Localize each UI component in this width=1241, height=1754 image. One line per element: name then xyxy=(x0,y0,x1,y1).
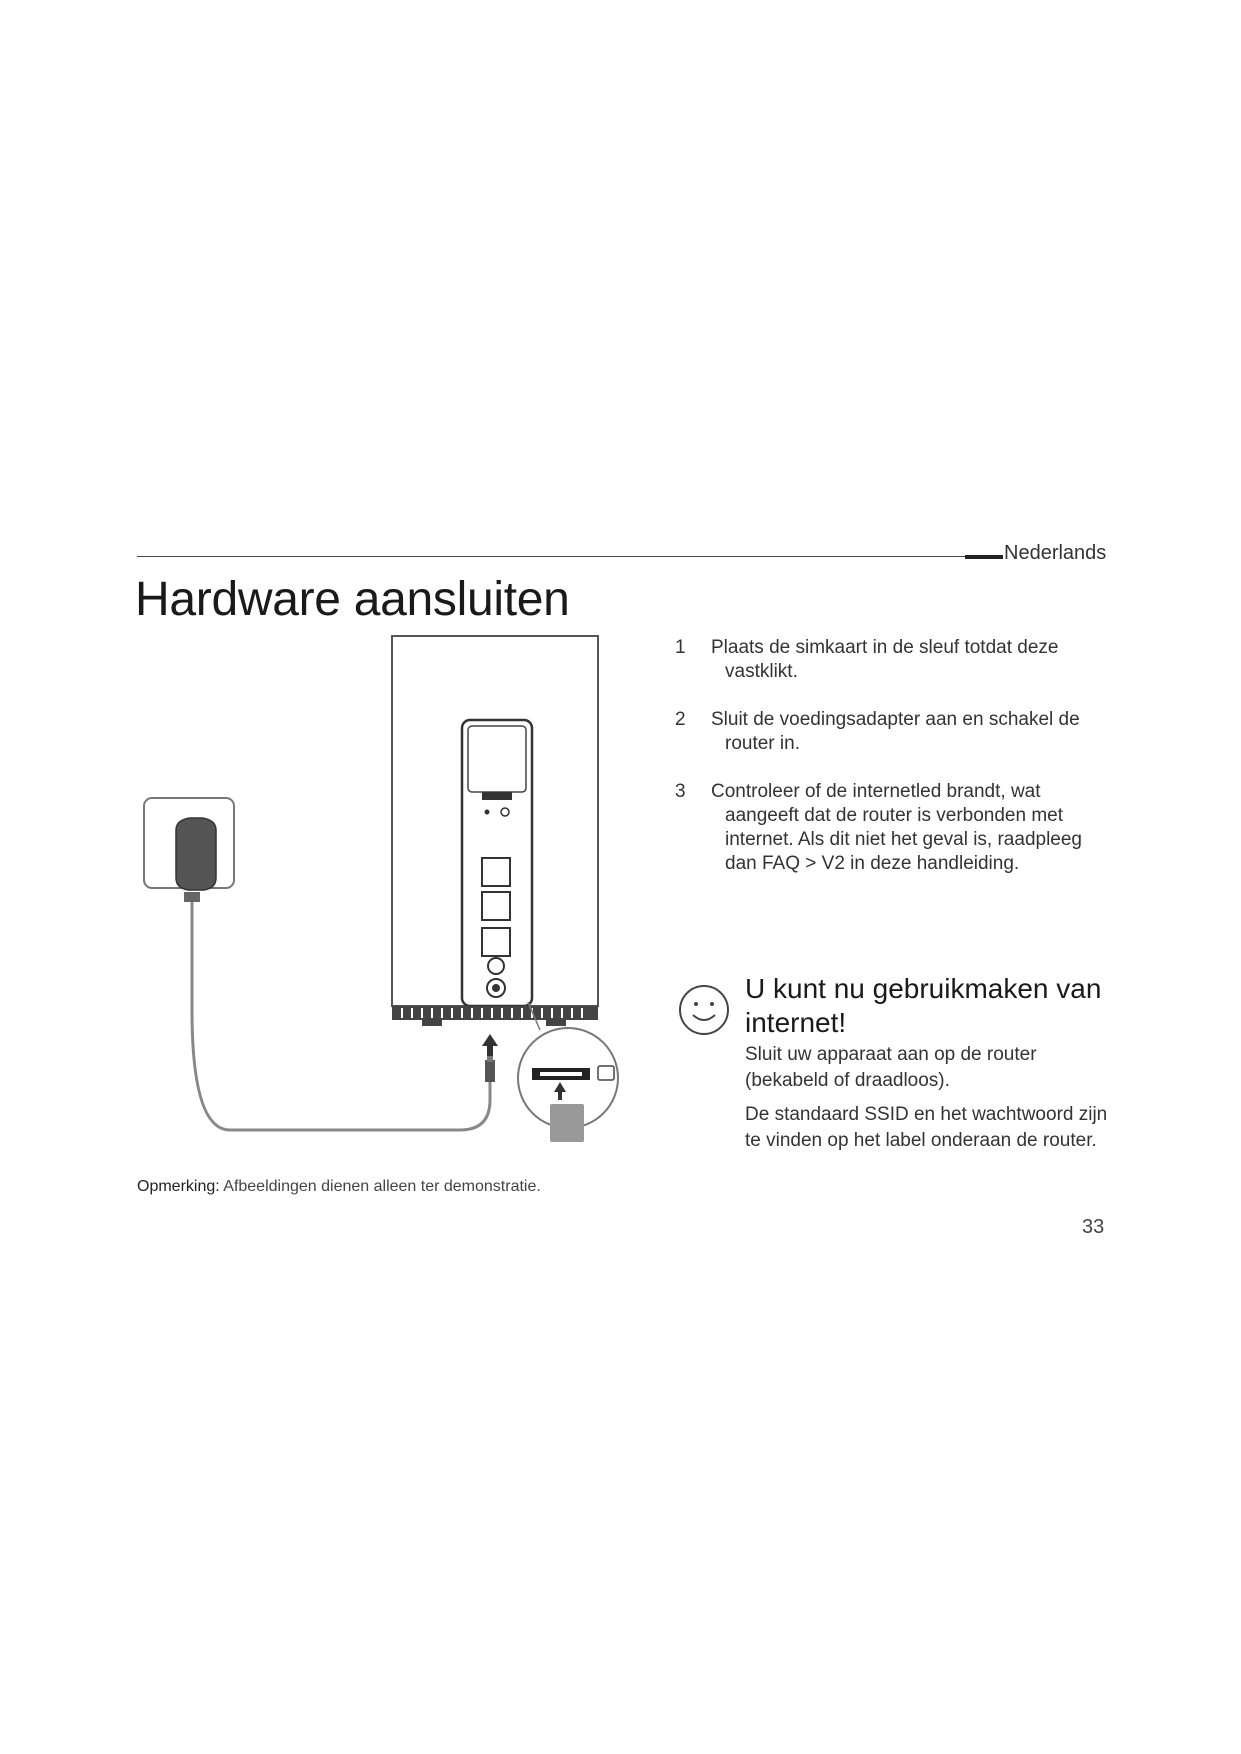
success-title: U kunt nu gebruikmaken van internet! xyxy=(745,973,1102,1038)
sim-card-illustration xyxy=(518,1002,618,1142)
router-illustration xyxy=(392,636,598,1026)
steps-list xyxy=(675,636,1105,900)
note xyxy=(137,1178,541,1196)
success-text-2: De standaard SSID en het wachtwoord zijn te vinden op het label onderaan de router. xyxy=(745,1104,1108,1151)
step-item xyxy=(675,780,1105,876)
step-number: 1 xyxy=(675,637,686,658)
language-label: Nederlands xyxy=(1004,542,1107,564)
step-number: 2 xyxy=(675,709,686,730)
step-text: Sluit de voedingsadapter aan en schakel de router in. xyxy=(711,709,1080,754)
note-text: Afbeeldingen dienen alleen ter demonstratie. xyxy=(223,1178,541,1195)
success-text-1: Sluit uw apparaat aan op de router (bekabeld of draadloos). xyxy=(745,1044,1037,1091)
power-adapter-illustration xyxy=(176,818,216,902)
step-text: Controleer of de internetled brandt, wat aangeeft dat de router is verbonden met internet. Als dit niet het geval is, raadpleeg dan FAQ > V2 in deze handleiding. xyxy=(711,781,1083,874)
arrow-up-icon xyxy=(482,1034,498,1056)
step-item xyxy=(675,708,1105,756)
step-text: Plaats de simkaart in de sleuf totdat deze vastklikt. xyxy=(711,637,1059,682)
page-number: 33 xyxy=(1082,1216,1105,1238)
step-item xyxy=(675,636,1105,684)
page-title: Hardware aansluiten xyxy=(135,573,570,626)
header-rule xyxy=(137,556,970,557)
smiley-icon xyxy=(678,984,730,1036)
header-accent-bar xyxy=(965,555,1003,559)
step-number: 3 xyxy=(675,781,686,802)
hardware-illustration xyxy=(130,630,650,1150)
note-label: Opmerking: xyxy=(137,1178,220,1195)
